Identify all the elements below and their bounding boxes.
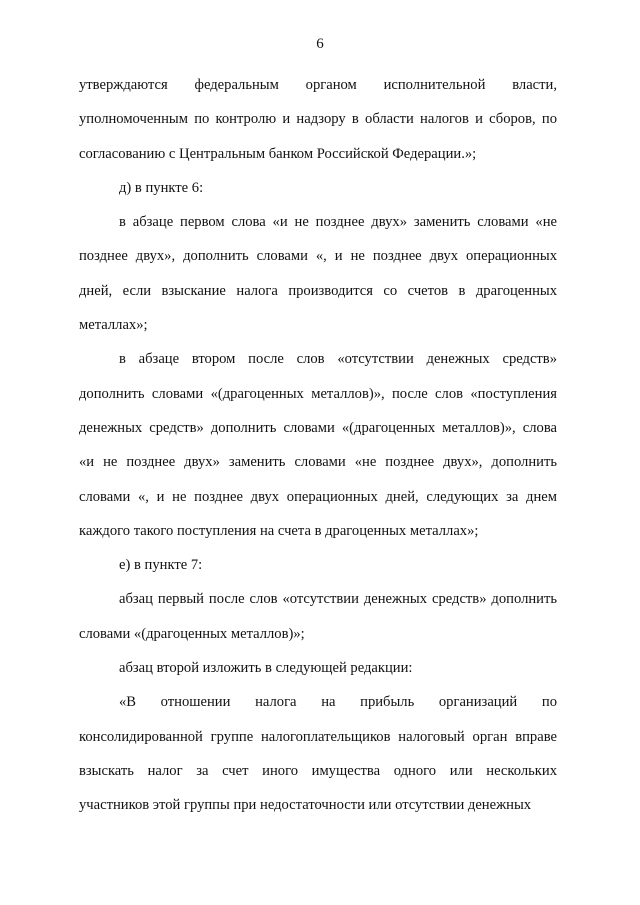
paragraph (79, 651, 557, 685)
paragraph (79, 171, 557, 205)
paragraph (79, 548, 557, 582)
text-line: утверждаются федеральным органом исполнительной власти, (79, 77, 557, 93)
text-line: словами «, и не позднее двух операционных дней, следующих за днем (79, 488, 557, 505)
text-line: абзац первый после слов «отсутствии денежных средств» дополнить (119, 591, 557, 608)
text-line: в абзаце втором после слов «отсутствии денежных средств» (119, 351, 557, 368)
text-line: согласованию с Центральным банком Российской Федерации.»; (79, 145, 477, 162)
text-line: в абзаце первом слова «и не позднее двух» заменить словами «не (119, 214, 557, 231)
text-line: участников этой группы при недостаточности или отсутствии денежных (79, 797, 532, 814)
paragraph (79, 342, 557, 548)
text-line: взыскать налог за счет иного имущества одного или нескольких (79, 762, 557, 779)
paragraph (79, 205, 557, 342)
text-line: каждого такого поступления на счета в драгоценных металлах»; (79, 522, 479, 539)
text-line: позднее двух», дополнить словами «, и не позднее двух операционных (79, 248, 557, 265)
paragraph (79, 582, 557, 651)
text-line: консолидированной группе налогоплательщиков налоговый орган вправе (79, 728, 557, 745)
text-line: «В отношении налога на прибыль организаций по (119, 694, 557, 711)
text-line: денежных средств» дополнить словами «(драгоценных металлов)», слова (79, 419, 557, 436)
text-line: словами «(драгоценных металлов)»; (79, 625, 305, 642)
text-line: «и не позднее двух» заменить словами «не позднее двух», дополнить (79, 454, 557, 471)
text-line: дней, если взыскание налога производится со счетов в драгоценных (79, 282, 557, 299)
text-line: дополнить словами «(драгоценных металлов)», после слов «поступления (79, 385, 557, 402)
page-number: 6 (316, 36, 324, 52)
paragraph (79, 685, 557, 822)
text-line: е) в пункте 7: (119, 557, 203, 574)
document-body (79, 68, 557, 823)
text-line: абзац второй изложить в следующей редакции: (119, 660, 413, 677)
text-line: д) в пункте 6: (119, 179, 204, 196)
text-line: металлах»; (79, 317, 148, 334)
paragraph (79, 68, 557, 171)
text-line: уполномоченным по контролю и надзору в области налогов и сборов, по (79, 111, 557, 128)
